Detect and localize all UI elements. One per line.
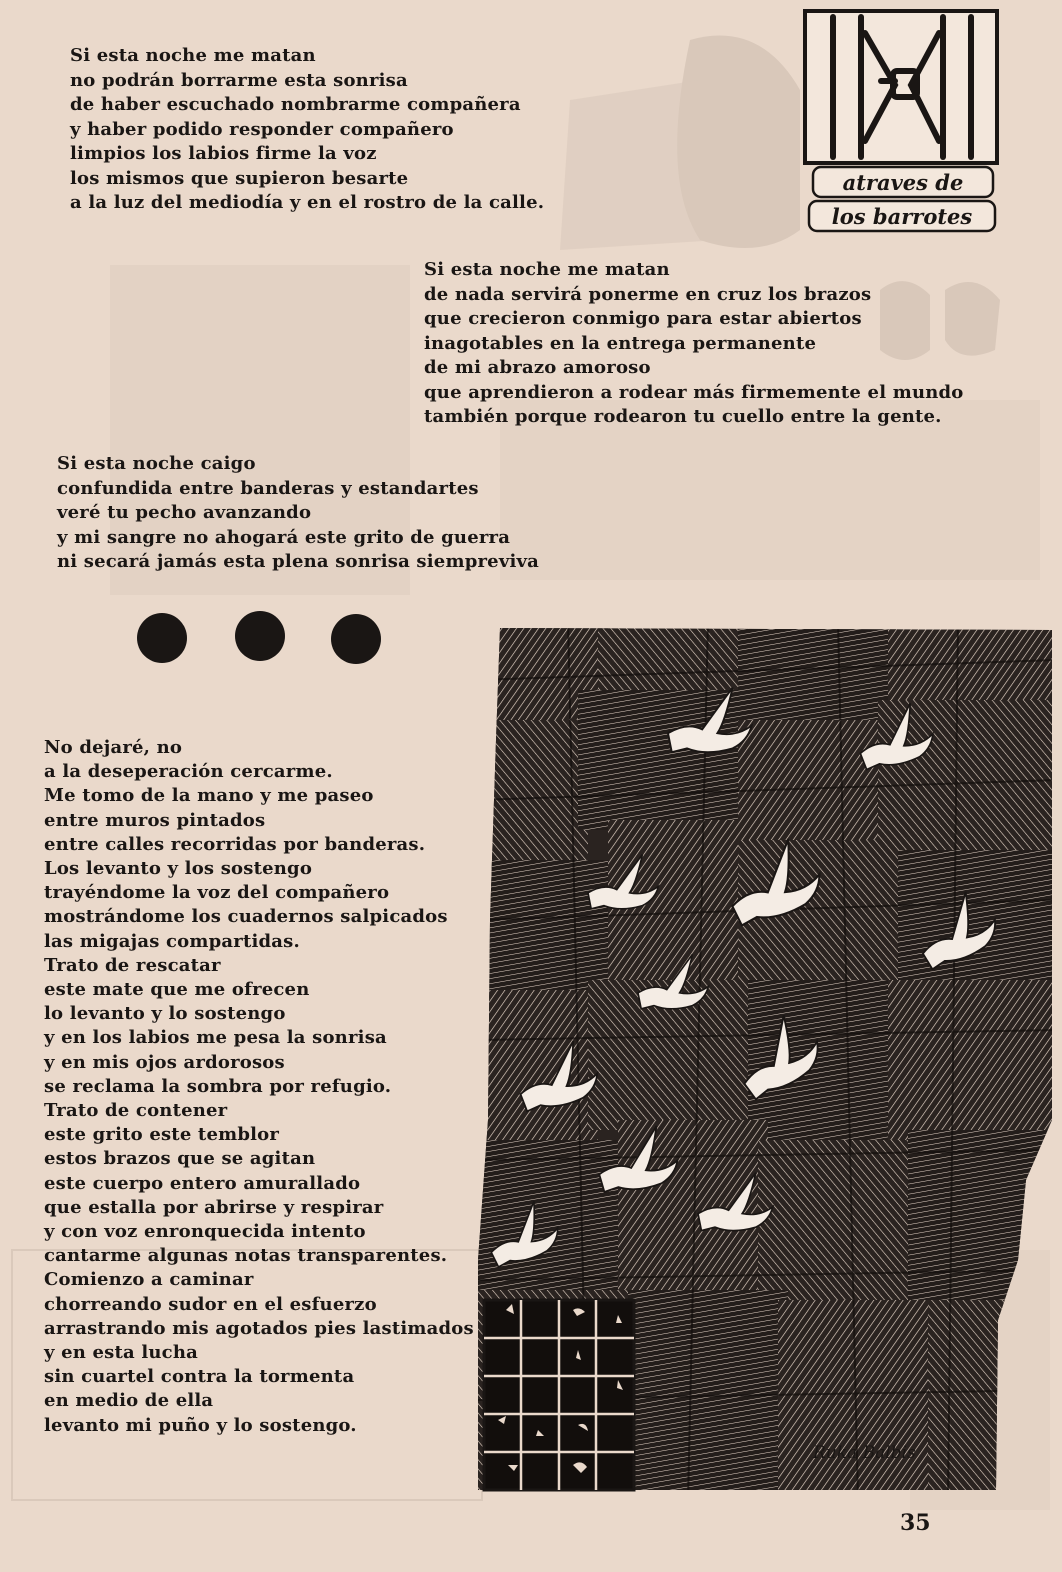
verse-line: y en esta lucha [44, 1342, 198, 1364]
verse-line: No dejaré, no [44, 737, 183, 758]
verse-line: en medio de ella [44, 1390, 214, 1412]
verse-line: Trato de contener [44, 1100, 228, 1122]
logo-line-1: atraves de [842, 170, 964, 195]
verse-line: que estalla por abrirse y respirar [44, 1196, 384, 1218]
verse-line: Trato de rescatar [44, 954, 221, 976]
stanza-2 [424, 258, 964, 430]
verse-line: las migajas compartidas. [44, 930, 300, 952]
verse-line: Comienzo a caminar [44, 1269, 254, 1291]
verse-line: Si esta noche caigo [57, 453, 256, 474]
verse-line: sin cuartel contra la tormenta [44, 1366, 355, 1388]
verse-line: de nada servirá ponerme en cruz los brazos [424, 283, 872, 305]
verse-line: limpios los labios firme la voz [70, 143, 377, 164]
verse-line: y en los labios me pesa la sonrisa [44, 1027, 387, 1049]
verse-line: chorreando sudor en el esfuerzo [44, 1293, 377, 1315]
verse-line: que crecieron conmigo para estar abiertos [424, 308, 862, 329]
verse-line: los mismos que supieron besarte [70, 167, 409, 189]
verse-line: a la deseperación cercarme. [44, 761, 333, 783]
stanza-4 [44, 736, 474, 1438]
page-number: 35 [900, 1510, 931, 1536]
verse-line: veré tu pecho avanzando [57, 502, 312, 523]
section-divider-dots [136, 610, 396, 666]
verse-line: cantarme algunas notas transparentes. [44, 1245, 448, 1267]
barred-window [484, 1300, 634, 1490]
verse-line: también porque rodearon tu cuello entre la gente. [424, 406, 942, 427]
verse-line: estos brazos que se agitan [44, 1148, 316, 1170]
verse-line: levanto mi puño y lo sostengo. [44, 1414, 357, 1436]
verse-line: entre muros pintados [44, 809, 266, 831]
verse-line: se reclama la sombra por refugio. [44, 1075, 392, 1097]
verse-line: a la luz del mediodía y en el rostro de la calle. [70, 192, 545, 213]
verse-line: trayéndome la voz del compañero [44, 882, 390, 904]
verse-line: Me tomo de la mano y me paseo [44, 785, 374, 807]
verse-line: mostrándome los cuadernos salpicados [44, 906, 448, 928]
verse-line: Si esta noche me matan [424, 259, 670, 280]
verse-line: y mi sangre no ahogará este grito de guerra [57, 526, 511, 548]
atraves-de-los-barrotes-logo [803, 9, 999, 234]
verse-line: entre calles recorridas por banderas. [44, 833, 426, 855]
stanza-3 [57, 452, 539, 575]
stanza-1 [70, 44, 544, 216]
verse-line: este mate que me ofrecen [44, 979, 310, 1001]
verse-line: de haber escuchado nombrarme compañera [70, 94, 521, 115]
verse-line: de mi abrazo amoroso [424, 357, 651, 378]
verse-line: este cuerpo entero amurallado [44, 1172, 361, 1194]
verse-line: inagotables en la entrega permanente [424, 332, 817, 354]
verse-line: este grito este temblor [44, 1124, 280, 1146]
birds-illustration [478, 620, 1056, 1500]
verse-line: y con voz enronquecida intento [44, 1221, 366, 1243]
verse-line: lo levanto y lo sostengo [44, 1003, 286, 1025]
verse-line: no podrán borrarme esta sonrisa [70, 69, 408, 91]
verse-line: arrastrando mis agotados pies lastimados [44, 1317, 474, 1339]
verse-line: Los levanto y los sostengo [44, 858, 313, 880]
artist-signature: Ruka Balbis [813, 1443, 916, 1463]
verse-line: y en mis ojos ardorosos [44, 1051, 285, 1073]
logo-line-2: los barrotes [831, 204, 973, 229]
verse-line: ni secará jamás esta plena sonrisa siempreviva [57, 551, 540, 572]
verse-line: confundida entre banderas y estandartes [57, 477, 479, 499]
verse-line: que aprendieron a rodear más firmemente el mundo [424, 381, 964, 403]
verse-line: Si esta noche me matan [70, 45, 316, 66]
verse-line: y haber podido responder compañero [70, 118, 454, 140]
